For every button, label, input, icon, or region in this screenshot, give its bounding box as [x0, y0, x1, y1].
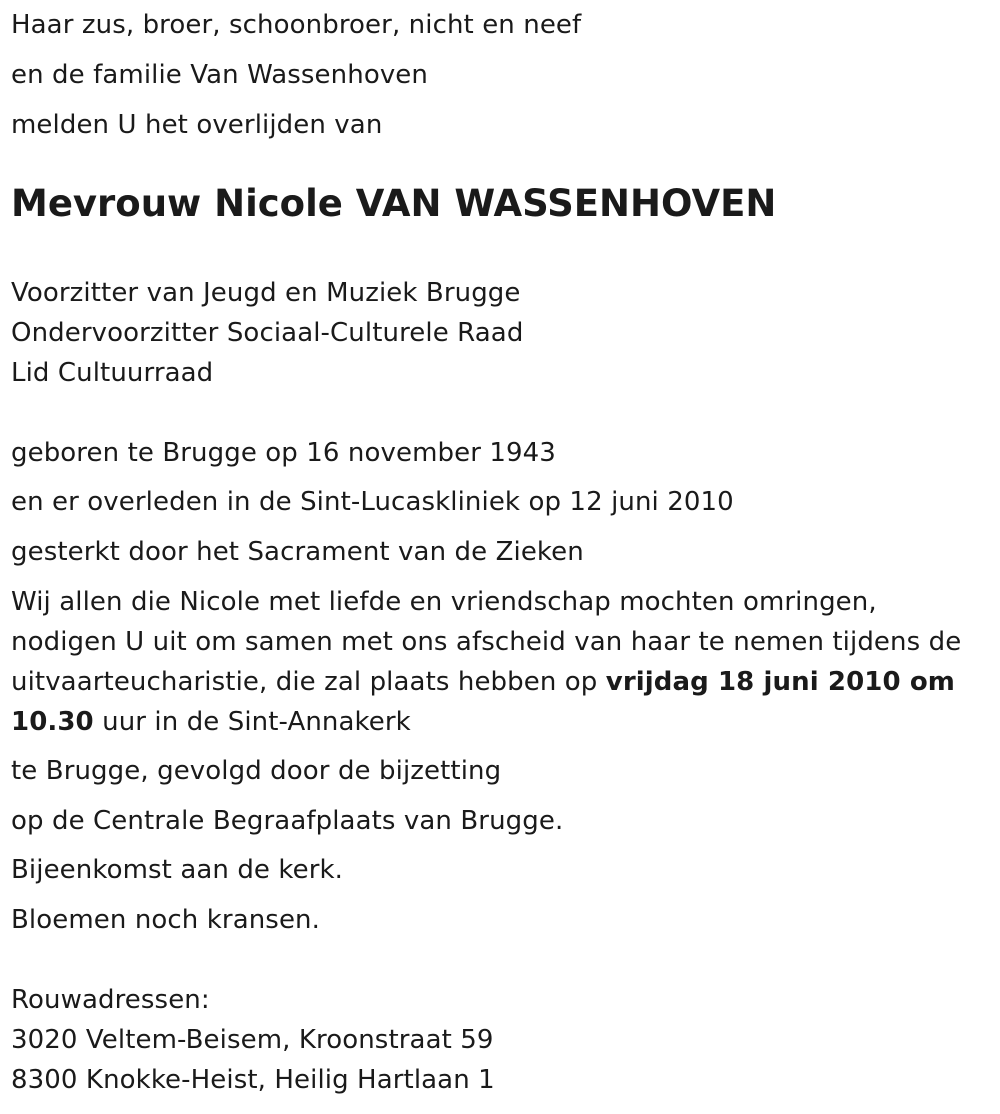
invitation-text: Wij allen die Nicole met liefde en vriendschap mochten omringen, nodigen U uit om samen met ons afscheid van haar te nemen tijdens de uitvaarteucharistie, die zal plaats hebben op	[11, 587, 962, 697]
invitation-paragraph	[11, 582, 986, 742]
cemetery-line: op de Centrale Begraafplaats van Brugge.	[11, 806, 564, 836]
intro-line-relatives: Haar zus, broer, schoonbroer, nicht en neef	[11, 10, 582, 40]
role-line: Lid Cultuurraad	[11, 358, 214, 388]
addresses-heading: Rouwadressen:	[11, 985, 210, 1015]
death-line: en er overleden in de Sint-Lucaskliniek op 12 juni 2010	[11, 487, 734, 517]
intro-line-announcement: melden U het overlijden van	[11, 110, 383, 140]
address-line: 3020 Veltem-Beisem, Kroonstraat 59	[11, 1025, 494, 1055]
sacrament-line: gesterkt door het Sacrament van de Zieken	[11, 537, 584, 567]
burial-line: te Brugge, gevolgd door de bijzetting	[11, 756, 502, 786]
address-line: 8300 Knokke-Heist, Heilig Hartlaan 1	[11, 1065, 495, 1095]
invitation-location: uur in de Sint-Annakerk	[93, 707, 411, 737]
intro-line-family: en de familie Van Wassenhoven	[11, 60, 428, 90]
role-line: Voorzitter van Jeugd en Muziek Brugge	[11, 278, 521, 308]
birth-line: geboren te Brugge op 16 november 1943	[11, 438, 556, 468]
flowers-line: Bloemen noch kransen.	[11, 905, 320, 935]
service-date-time: vrijdag 18 juni 2010 om 10.30	[11, 667, 955, 737]
deceased-name: Mevrouw Nicole VAN WASSENHOVEN	[11, 182, 777, 225]
role-line: Ondervoorzitter Sociaal-Culturele Raad	[11, 318, 524, 348]
gathering-line: Bijeenkomst aan de kerk.	[11, 855, 344, 885]
